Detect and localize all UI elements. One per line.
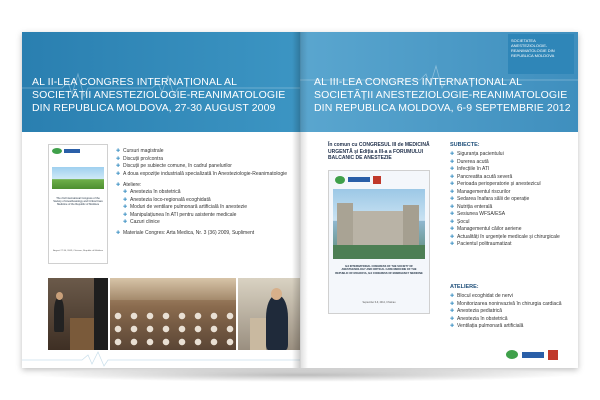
list-item: ✚ Sesiunea WFSA/ESA bbox=[450, 211, 574, 218]
list-item: ✚ Ventilația pulmonară artificială bbox=[450, 323, 574, 330]
right-page bbox=[300, 32, 578, 368]
landscape-image bbox=[52, 167, 104, 189]
list-item: ✚ Sedarea înafara sălii de operație bbox=[450, 196, 574, 203]
list-item: ✚ Durerea acută bbox=[450, 159, 574, 166]
cross-logo-icon bbox=[548, 350, 558, 360]
list-item: ✚ Anestezia în obstetrică bbox=[450, 316, 574, 323]
list-item: ✚ Materiale Congres: Arta Medica, Nr. 3 (36) 2009, Supliment bbox=[116, 230, 294, 237]
list-item: ✚ Siguranța pacientului bbox=[450, 151, 574, 158]
list-item: ✚ Ateliere: bbox=[116, 182, 294, 189]
list-subitem: ✚ Anestezia loco-regională ecoghidată bbox=[116, 197, 294, 204]
fortress-image bbox=[333, 189, 425, 259]
left-program-list bbox=[116, 148, 294, 238]
list-item: ✚ Discuții pe subiecte comune, în cadrul panelurilor bbox=[116, 163, 294, 170]
list-subitem: ✚ Moduri de ventilare pulmonară artificială în anestezie bbox=[116, 204, 294, 211]
brochure-spread bbox=[22, 32, 578, 368]
list-item: ✚ Blocul ecoghidat de nervi bbox=[450, 293, 574, 300]
list-item: ✚ Actualități în urgențele medicale și chirurgicale bbox=[450, 234, 574, 241]
list-item: ✚ Monitorizarea noninvazivă în chirurgia cardiacă bbox=[450, 301, 574, 308]
list-item: ✚ Managementul riscurilor bbox=[450, 189, 574, 196]
right-header-band bbox=[300, 32, 578, 132]
list-item: ✚ Nutriția enterală bbox=[450, 204, 574, 211]
congress-2012-cover bbox=[328, 170, 430, 314]
subjects-heading: SUBIECTE: bbox=[450, 142, 480, 148]
speaker-photo-1 bbox=[48, 278, 108, 350]
congress-2009-cover bbox=[48, 144, 108, 264]
society-logo bbox=[508, 34, 574, 74]
cover-date: September 6-9, 2012, Chisinau bbox=[362, 301, 396, 304]
cover-heading: 3rd INTERNATIONAL CONGRESS OF THE SOCIETY OF ANESTHESIOLOGY AND CRITICAL CARE MEDICINE OF THE REPUBLIC OF MOLDOVA, 3rd CONGRESS OF EMERGENCY MEDICINE bbox=[335, 265, 423, 275]
ecg-line-icon bbox=[22, 350, 300, 368]
cover-heading: The 2nd International Congress of the Society of Anesthesiology and Critical Care Medicine of the Republic of Moldova bbox=[53, 197, 103, 207]
cross-logo-icon bbox=[373, 176, 381, 184]
list-item: ✚ Șocul bbox=[450, 219, 574, 226]
list-item: ✚ Managementul căilor aeriene bbox=[450, 226, 574, 233]
cover-date: August 27-30, 2009, Chisinau, Republic of Moldova bbox=[53, 250, 103, 252]
speaker-photo-2 bbox=[238, 278, 300, 350]
society-logo-text: SOCIETATEA ANESTEZIOLOGIE-REANIMATOLOGIE DIN REPUBLICA MOLDOVA bbox=[511, 38, 555, 58]
workshops-list bbox=[450, 293, 574, 331]
logo-icon bbox=[52, 148, 62, 154]
right-congress-title: AL III-LEA CONGRES INTERNAȚIONAL AL SOCIETĂȚII ANESTEZIOLOGIE-REANIMATOLOGIE DIN REPUBLICA MOLDOVA, 6-9 SEPTEMBRIE 2012 bbox=[314, 76, 571, 114]
list-subitem: ✚ Manipulațiunea în ATI pentru asistente medicale bbox=[116, 212, 294, 219]
list-item: ✚ Cursuri magistrale bbox=[116, 148, 294, 155]
left-congress-title: AL II-LEA CONGRES INTERNAȚIONAL AL SOCIETĂȚII ANESTEZIOLOGIE-REANIMATOLOGIE DIN REPUBLICA MOLDOVA, 27-30 AUGUST 2009 bbox=[32, 76, 286, 114]
logo-icon bbox=[335, 176, 345, 184]
subjects-list bbox=[450, 151, 574, 249]
list-subitem: ✚ Anestezia în obstetrică bbox=[116, 189, 294, 196]
list-item: ✚ Discuții pro/contra bbox=[116, 156, 294, 163]
left-page bbox=[22, 32, 300, 368]
green-logo-icon bbox=[506, 350, 518, 359]
logo-icon bbox=[348, 177, 370, 182]
floor-shadow bbox=[32, 368, 572, 382]
audience-photo bbox=[110, 278, 236, 350]
joint-congress-intro: În comun cu CONGRESUL III de MEDICINĂ URGENTĂ și Ediția a III-a a FORUMULUI BALCANIC DE ANESTEZIE bbox=[328, 142, 430, 161]
logo-icon bbox=[64, 149, 80, 153]
list-item: ✚ Pacientul politraumatizat bbox=[450, 241, 574, 248]
list-item: ✚ Infecțiile în ATI bbox=[450, 166, 574, 173]
left-header-band bbox=[22, 32, 300, 132]
list-item: ✚ Pancreatita acută severă bbox=[450, 174, 574, 181]
list-item: ✚ Perioada perioperatorie și anestezicul bbox=[450, 181, 574, 188]
list-item: ✚ Anestezia pediatrică bbox=[450, 308, 574, 315]
list-item: ✚ A douа expoziție industrială specializată în Anesteziologie-Reanimatologie bbox=[116, 171, 294, 178]
workshops-heading: ATELIERE: bbox=[450, 284, 479, 290]
blue-logo-icon bbox=[522, 352, 544, 358]
list-subitem: ✚ Cazuri clinice bbox=[116, 219, 294, 226]
